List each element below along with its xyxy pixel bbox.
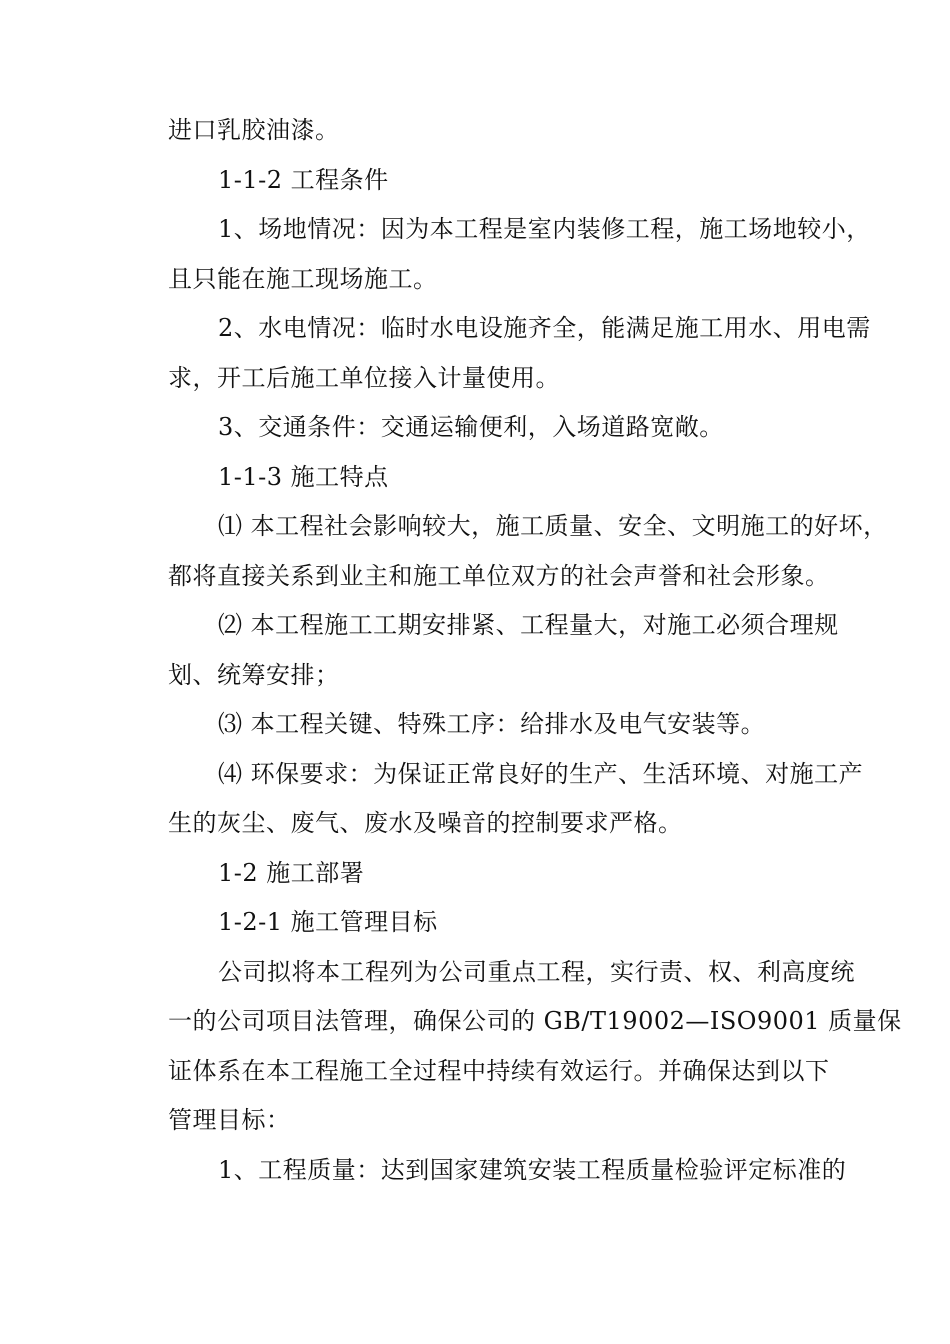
- text-line: 2、水电情况：临时水电设施齐全，能满足施工用水、用电需: [218, 314, 871, 342]
- text-line: 1、场地情况：因为本工程是室内装修工程，施工场地较小，: [218, 215, 871, 243]
- text-line: 且只能在施工现场施工。: [168, 265, 438, 293]
- section-heading: 1-2-1 施工管理目标: [218, 908, 438, 936]
- text-line: ⑶ 本工程关键、特殊工序：给排水及电气安装等。: [218, 710, 766, 738]
- text-line: 管理目标：: [168, 1106, 291, 1134]
- section-heading: 1-2 施工部署: [218, 859, 365, 887]
- text-line: 求，开工后施工单位接入计量使用。: [168, 364, 560, 392]
- text-line: 3、交通条件：交通运输便利，入场道路宽敞。: [218, 413, 724, 441]
- text-line: 一的公司项目法管理，确保公司的 GB/T19002—ISO9001 质量保: [168, 1007, 902, 1035]
- text-line: ⑵ 本工程施工工期安排紧、工程量大，对施工必须合理规: [218, 611, 839, 639]
- section-heading: 1-1-2 工程条件: [218, 166, 389, 194]
- section-heading: 1-1-3 施工特点: [218, 463, 389, 491]
- text-line: 进口乳胶油漆。: [168, 116, 340, 144]
- text-line: 1、工程质量：达到国家建筑安装工程质量检验评定标准的: [218, 1156, 847, 1184]
- text-line: ⑴ 本工程社会影响较大，施工质量、安全、文明施工的好坏，: [218, 512, 888, 540]
- text-line: 证体系在本工程施工全过程中持续有效运行。并确保达到以下: [168, 1057, 830, 1085]
- text-line: 划、统筹安排；: [168, 661, 340, 689]
- text-line: ⑷ 环保要求：为保证正常良好的生产、生活环境、对施工产: [218, 760, 864, 788]
- text-line: 公司拟将本工程列为公司重点工程，实行责、权、利高度统: [218, 958, 855, 986]
- text-line: 都将直接关系到业主和施工单位双方的社会声誉和社会形象。: [168, 562, 830, 590]
- text-line: 生的灰尘、废气、废水及噪音的控制要求严格。: [168, 809, 683, 837]
